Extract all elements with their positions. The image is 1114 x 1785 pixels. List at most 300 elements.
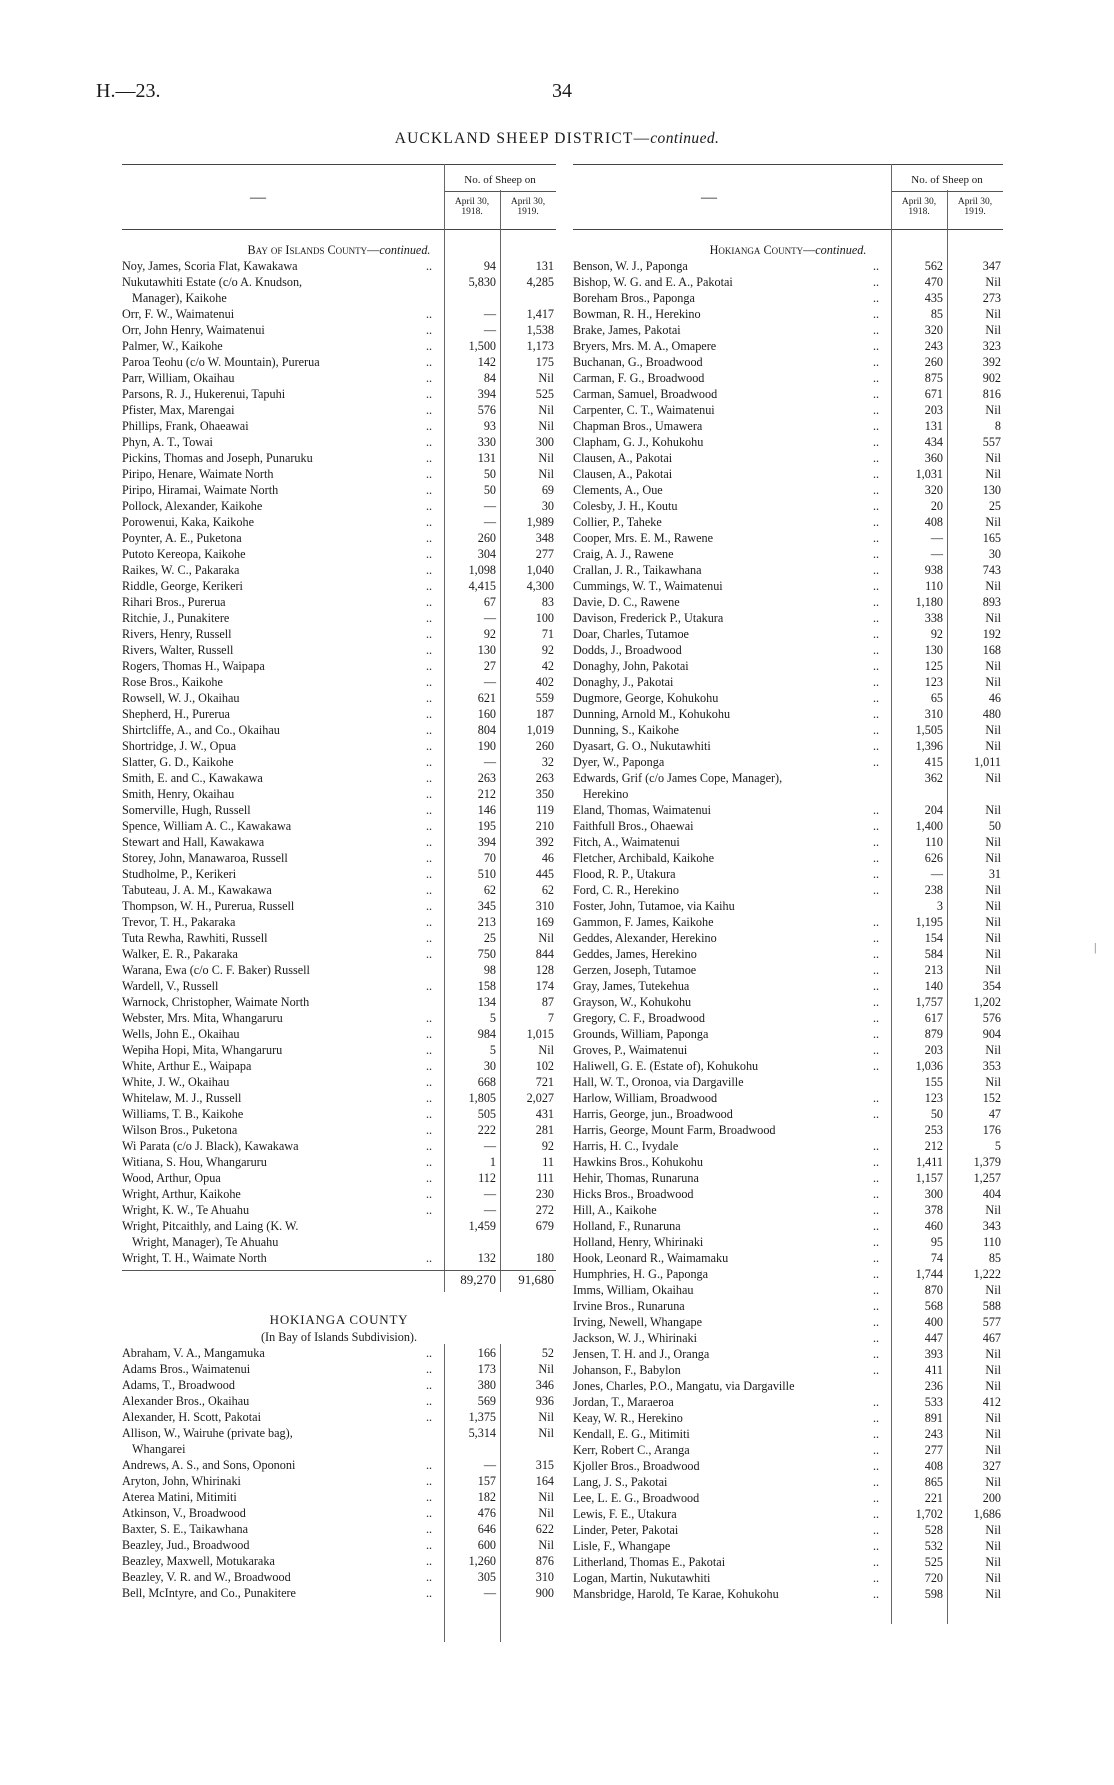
table-row <box>573 1234 1003 1250</box>
leader-dots: .. <box>873 403 880 417</box>
sheep-1918: 4,415 <box>468 579 496 593</box>
sheep-1919: 315 <box>535 1458 554 1472</box>
sheep-1918: 598 <box>924 1587 943 1601</box>
sheep-1918: 222 <box>477 1123 496 1137</box>
sheep-1918: 157 <box>477 1474 496 1488</box>
owner-name: Wood, Arthur, Opua <box>122 1171 221 1185</box>
sheep-1919: 310 <box>535 1570 554 1584</box>
sheep-1919: 4,300 <box>526 579 554 593</box>
page-title <box>0 130 1114 148</box>
sheep-1918: 92 <box>483 627 496 641</box>
sheep-1919: 900 <box>535 1586 554 1600</box>
sheep-1919: Nil <box>538 419 554 433</box>
table-row <box>122 1090 556 1106</box>
owner-name: Stewart and Hall, Kawakawa <box>122 835 265 849</box>
sheep-1919: 412 <box>982 1395 1001 1409</box>
left-column <box>122 164 556 1601</box>
sheep-1919: 431 <box>535 1107 554 1121</box>
table-row <box>122 898 556 914</box>
leader-dots: .. <box>873 1315 880 1329</box>
sheep-1918: 460 <box>924 1219 943 1233</box>
table-row <box>573 674 1003 690</box>
sheep-1919: Nil <box>985 1539 1001 1553</box>
table-row <box>573 818 1003 834</box>
sheep-1918: 600 <box>477 1538 496 1552</box>
owner-name: Warana, Ewa (c/o C. F. Baker) Russell <box>122 963 310 977</box>
owner-name: Gray, James, Tutekehua <box>573 979 690 993</box>
sheep-1918: 260 <box>924 355 943 369</box>
leader-dots: .. <box>873 1155 880 1169</box>
sheep-1919: 31 <box>988 867 1001 881</box>
leader-dots: .. <box>426 515 433 529</box>
table-row <box>122 1553 556 1569</box>
table-row <box>122 1058 556 1074</box>
leader-dots: .. <box>873 1363 880 1377</box>
table-row <box>573 1042 1003 1058</box>
sheep-1918: 1,744 <box>915 1267 943 1281</box>
table-row <box>122 834 556 850</box>
owner-name: Irving, Newell, Whangape <box>573 1315 703 1329</box>
owner-name: Bowman, R. H., Herekino <box>573 307 701 321</box>
owner-name: Webster, Mrs. Mita, Whangaruru <box>122 1011 283 1025</box>
owner-name: Beazley, V. R. and W., Broadwood <box>122 1570 291 1584</box>
sheep-1919: Nil <box>985 723 1001 737</box>
owner-name: Donaghy, John, Pakotai <box>573 659 689 673</box>
table-row <box>122 642 556 658</box>
sheep-1919: Nil <box>985 275 1001 289</box>
leader-dots: .. <box>873 1427 880 1441</box>
sheep-1919: 679 <box>535 1219 554 1233</box>
table-row <box>122 1074 556 1090</box>
owner-name: Eland, Thomas, Waimatenui <box>573 803 712 817</box>
table-row <box>122 594 556 610</box>
owner-name: Gerzen, Joseph, Tutamoe <box>573 963 697 977</box>
header-dash: — <box>701 189 717 206</box>
sheep-1918: 394 <box>477 835 496 849</box>
sheep-1918: 1,260 <box>468 1554 496 1568</box>
table-row <box>122 1186 556 1202</box>
sheep-1919: 165 <box>982 531 1001 545</box>
owner-name: Bishop, W. G. and E. A., Pakotai <box>573 275 733 289</box>
owner-name: Shortridge, J. W., Opua <box>122 739 237 753</box>
sheep-1918: 1,702 <box>915 1507 943 1521</box>
leader-dots: .. <box>873 1443 880 1457</box>
page-title-main: AUCKLAND SHEEP DISTRICT— <box>394 130 651 147</box>
owner-name: Gregory, C. F., Broadwood <box>573 1011 705 1025</box>
table-row <box>573 882 1003 898</box>
leader-dots: .. <box>873 1219 880 1233</box>
leader-dots: .. <box>426 979 433 993</box>
owner-name: Johanson, F., Babylon <box>573 1363 681 1377</box>
leader-dots: .. <box>873 1027 880 1041</box>
sheep-1919: 588 <box>982 1299 1001 1313</box>
leader-dots: .. <box>426 307 433 321</box>
table-row <box>573 1106 1003 1122</box>
table-row <box>573 754 1003 770</box>
sheep-1918: 95 <box>930 1235 943 1249</box>
leader-dots: .. <box>426 1394 433 1408</box>
table-row <box>122 450 556 466</box>
owner-name: Litherland, Thomas E., Pakotai <box>573 1555 726 1569</box>
sheep-1918: 93 <box>483 419 496 433</box>
leader-dots: .. <box>873 867 880 881</box>
leader-dots: .. <box>426 1458 433 1472</box>
table-row <box>122 434 556 450</box>
sheep-1918: — <box>483 1458 496 1472</box>
sheep-1919: 1,686 <box>973 1507 1001 1521</box>
sheep-1918: 243 <box>924 1427 943 1441</box>
page-code: H.—23. <box>96 80 161 102</box>
owner-name: Brake, James, Pakotai <box>573 323 681 337</box>
table-header-right <box>573 164 1003 230</box>
sheep-1918: 380 <box>477 1378 496 1392</box>
table-row <box>122 514 556 530</box>
leader-dots: .. <box>426 947 433 961</box>
sheep-1919: Nil <box>538 1410 554 1424</box>
owner-name: Storey, John, Manawaroa, Russell <box>122 851 288 865</box>
table-row <box>573 1090 1003 1106</box>
sheep-1919: 323 <box>982 339 1001 353</box>
owner-name: Harris, H. C., Ivydale <box>573 1139 679 1153</box>
sheep-1919: Nil <box>538 1506 554 1520</box>
owner-name: Whitelaw, M. J., Russell <box>122 1091 242 1105</box>
table-row <box>573 706 1003 722</box>
owner-name: Mansbridge, Harold, Te Karae, Kohukohu <box>573 1587 779 1601</box>
owner-name: Spence, William A. C., Kawakawa <box>122 819 292 833</box>
owner-name: Hall, W. T., Oronoa, via Dargaville <box>573 1075 744 1089</box>
table-row <box>122 338 556 354</box>
sheep-1919: 174 <box>535 979 554 993</box>
sheep-1919: Nil <box>985 1363 1001 1377</box>
owner-name: Logan, Martin, Nukutawhiti <box>573 1571 711 1585</box>
owner-name: Ritchie, J., Punakitere <box>122 611 230 625</box>
owner-name: Piripo, Henare, Waimate North <box>122 467 274 481</box>
owner-name: Davison, Frederick P., Utakura <box>573 611 724 625</box>
owner-name: Kerr, Robert C., Aranga <box>573 1443 690 1457</box>
sheep-1919: Nil <box>985 403 1001 417</box>
owner-name: Rivers, Henry, Russell <box>122 627 232 641</box>
sheep-1918: 30 <box>483 1059 496 1073</box>
sheep-1918: — <box>483 1187 496 1201</box>
owner-name: Putoto Kereopa, Kaikohe <box>122 547 246 561</box>
leader-dots: .. <box>426 595 433 609</box>
table-row <box>122 1409 556 1425</box>
sheep-1919: 1,011 <box>974 755 1001 769</box>
owner-name: Aryton, John, Whirinaki <box>122 1474 241 1488</box>
table-row <box>122 1122 556 1138</box>
leader-dots: .. <box>873 723 880 737</box>
leader-dots: .. <box>873 803 880 817</box>
sheep-1919: 152 <box>982 1091 1001 1105</box>
sheep-1919: 69 <box>541 483 554 497</box>
sheep-1918: — <box>483 1139 496 1153</box>
sheep-1919: 350 <box>535 787 554 801</box>
leader-dots: .. <box>426 1410 433 1424</box>
sheep-1918: 5 <box>489 1043 496 1057</box>
owner-name: Bell, McIntyre, and Co., Punakitere <box>122 1586 296 1600</box>
leader-dots: .. <box>426 355 433 369</box>
header-dash: — <box>250 189 266 206</box>
sheep-1918: 576 <box>477 403 496 417</box>
sheep-1919: 175 <box>535 355 554 369</box>
sheep-1919: 47 <box>988 1107 1001 1121</box>
table-row <box>573 1586 1003 1602</box>
sheep-1918: 85 <box>930 307 943 321</box>
sheep-1919: Nil <box>538 1043 554 1057</box>
owner-name-continued: Manager), Kaikohe <box>132 291 227 305</box>
sheep-1918: 1,757 <box>915 995 943 1009</box>
owner-name: Chapman Bros., Umawera <box>573 419 703 433</box>
table-row <box>122 274 556 290</box>
leader-dots: .. <box>426 387 433 401</box>
table-row <box>122 1042 556 1058</box>
sheep-1918: 204 <box>924 803 943 817</box>
leader-dots: .. <box>426 611 433 625</box>
sheep-1918: 173 <box>477 1362 496 1376</box>
leader-dots: .. <box>873 915 880 929</box>
sheep-1918: 1,805 <box>468 1091 496 1105</box>
leader-dots: .. <box>426 467 433 481</box>
sheep-1919: Nil <box>985 323 1001 337</box>
table-row <box>122 354 556 370</box>
section-heading <box>573 242 1003 258</box>
sheep-1919: 30 <box>988 547 1001 561</box>
owner-name: Dugmore, George, Kohukohu <box>573 691 719 705</box>
sheep-1919: 164 <box>535 1474 554 1488</box>
sheep-1918: 668 <box>477 1075 496 1089</box>
sheep-1918: 870 <box>924 1283 943 1297</box>
sheep-1919: 50 <box>988 819 1001 833</box>
leader-dots: .. <box>873 435 880 449</box>
owner-name: Baxter, S. E., Taikawhana <box>122 1522 249 1536</box>
sheep-1918: 132 <box>477 1251 496 1265</box>
table-row <box>573 946 1003 962</box>
sheep-1919: 187 <box>535 707 554 721</box>
sheep-1919: 92 <box>541 1139 554 1153</box>
sheep-1919: Nil <box>538 1362 554 1376</box>
sheep-1918: 330 <box>477 435 496 449</box>
sheep-1918: 182 <box>477 1490 496 1504</box>
sheep-1918: — <box>483 1586 496 1600</box>
sheep-1919: Nil <box>985 611 1001 625</box>
table-row <box>573 450 1003 466</box>
sheep-1918: 27 <box>483 659 496 673</box>
owner-name: Orr, F. W., Waimatenui <box>122 307 235 321</box>
table-row <box>573 850 1003 866</box>
table-row <box>573 978 1003 994</box>
table-row <box>573 658 1003 674</box>
sheep-1919: 102 <box>535 1059 554 1073</box>
leader-dots: .. <box>873 547 880 561</box>
sheep-1919: 2,027 <box>526 1091 554 1105</box>
table-row <box>122 658 556 674</box>
owner-name: Lewis, F. E., Utakura <box>573 1507 677 1521</box>
table-row <box>122 1218 556 1234</box>
leader-dots: .. <box>426 1378 433 1392</box>
owner-name: Harlow, William, Broadwood <box>573 1091 718 1105</box>
sheep-1919: Nil <box>985 1203 1001 1217</box>
table-row <box>573 1554 1003 1570</box>
owner-name: Dunning, S., Kaikohe <box>573 723 679 737</box>
owner-name: Alexander Bros., Okaihau <box>122 1394 250 1408</box>
sheep-1918: 533 <box>924 1395 943 1409</box>
sheep-1919: Nil <box>985 1043 1001 1057</box>
leader-dots: .. <box>873 1187 880 1201</box>
table-row <box>573 1474 1003 1490</box>
table-row <box>573 1282 1003 1298</box>
owner-name: Ford, C. R., Herekino <box>573 883 679 897</box>
sheep-1919: Nil <box>538 1490 554 1504</box>
table-row <box>573 258 1003 274</box>
owner-name: Wells, John E., Okaihau <box>122 1027 240 1041</box>
table-row <box>122 402 556 418</box>
table-row <box>122 802 556 818</box>
sheep-1919: 119 <box>536 803 554 817</box>
sheep-1919: 277 <box>535 547 554 561</box>
table-row <box>573 930 1003 946</box>
sheep-1918: 345 <box>477 899 496 913</box>
leader-dots: .. <box>873 819 880 833</box>
table-row <box>573 1010 1003 1026</box>
sheep-1918: 263 <box>477 771 496 785</box>
table-row <box>122 1377 556 1393</box>
table-row <box>122 1026 556 1042</box>
leader-dots: .. <box>873 307 880 321</box>
owner-name: Dodds, J., Broadwood <box>573 643 682 657</box>
sheep-1918: 160 <box>477 707 496 721</box>
sheep-1918: — <box>483 307 496 321</box>
sheep-1919: 346 <box>535 1378 554 1392</box>
leader-dots: .. <box>426 1522 433 1536</box>
leader-dots: .. <box>873 1347 880 1361</box>
leader-dots: .. <box>873 851 880 865</box>
sheep-1919: 131 <box>535 259 554 273</box>
sheep-1918: 253 <box>924 1123 943 1137</box>
owner-name: Fitch, A., Waimatenui <box>573 835 680 849</box>
leader-dots: .. <box>426 531 433 545</box>
sheep-1919: 168 <box>982 643 1001 657</box>
table-row <box>122 1345 556 1361</box>
table-row <box>122 258 556 274</box>
sheep-1919: 62 <box>541 883 554 897</box>
table-row <box>122 562 556 578</box>
sheep-1918: 400 <box>924 1315 943 1329</box>
leader-dots: .. <box>426 739 433 753</box>
leader-dots: .. <box>873 1251 880 1265</box>
owner-name: Shirtcliffe, A., and Co., Okaihau <box>122 723 280 737</box>
sheep-1918: 1,180 <box>915 595 943 609</box>
table-row <box>573 354 1003 370</box>
sheep-1918: 447 <box>924 1331 943 1345</box>
leader-dots: .. <box>426 899 433 913</box>
table-row <box>573 1202 1003 1218</box>
sheep-1919: Nil <box>985 1379 1001 1393</box>
leader-dots: .. <box>873 1267 880 1281</box>
sheep-1918: 408 <box>924 1459 943 1473</box>
owner-name: Holland, F., Runaruna <box>573 1219 681 1233</box>
leader-dots: .. <box>873 1043 880 1057</box>
owner-name: Abraham, V. A., Mangamuka <box>122 1346 265 1360</box>
table-row <box>122 1569 556 1585</box>
leader-dots: .. <box>873 883 880 897</box>
sheep-1919: 273 <box>982 291 1001 305</box>
leader-dots: .. <box>426 1107 433 1121</box>
table-row <box>122 786 556 802</box>
sheep-1918: 750 <box>477 947 496 961</box>
sheep-1918: 891 <box>924 1411 943 1425</box>
sheep-1919: 577 <box>982 1315 1001 1329</box>
leader-dots: .. <box>873 1011 880 1025</box>
leader-dots: .. <box>873 627 880 641</box>
owner-name: Hawkins Bros., Kohukohu <box>573 1155 703 1169</box>
sheep-1918: 238 <box>924 883 943 897</box>
leader-dots: .. <box>873 1091 880 1105</box>
leader-dots: .. <box>426 435 433 449</box>
sheep-1919: Nil <box>985 963 1001 977</box>
table-row <box>122 674 556 690</box>
sheep-1918: — <box>930 867 943 881</box>
owner-name: Dyasart, G. O., Nukutawhiti <box>573 739 711 753</box>
sheep-1918: 146 <box>477 803 496 817</box>
owner-name: Tabuteau, J. A. M., Kawakawa <box>122 883 272 897</box>
sheep-1919: 392 <box>982 355 1001 369</box>
table-row <box>122 818 556 834</box>
sheep-1918: 879 <box>924 1027 943 1041</box>
hokianga-subheading: (In Bay of Islands Subdivision). <box>260 1330 418 1344</box>
leader-dots: .. <box>873 1139 880 1153</box>
sheep-1919: 5 <box>994 1139 1001 1153</box>
sheep-1918: 525 <box>924 1555 943 1569</box>
table-row <box>573 690 1003 706</box>
sheep-1919: 230 <box>535 1187 554 1201</box>
sheep-1918: 415 <box>924 755 943 769</box>
sheep-1919: 721 <box>535 1075 554 1089</box>
leader-dots: .. <box>426 1490 433 1504</box>
sheep-1918: 92 <box>930 627 943 641</box>
owner-name: Wepiha Hopi, Mita, Whangaruru <box>122 1043 283 1057</box>
leader-dots: .. <box>873 979 880 993</box>
table-row <box>122 1505 556 1521</box>
sheep-1918: 50 <box>483 467 496 481</box>
table-row <box>573 834 1003 850</box>
sheep-1919: Nil <box>985 803 1001 817</box>
sheep-1918: 134 <box>477 995 496 1009</box>
sheep-1919: 902 <box>982 371 1001 385</box>
owner-name: Collier, P., Taheke <box>573 515 662 529</box>
sheep-1919: 936 <box>535 1394 554 1408</box>
sheep-1919: Nil <box>985 1523 1001 1537</box>
sheep-1919: 30 <box>541 499 554 513</box>
sheep-1918: 584 <box>924 947 943 961</box>
leader-dots: .. <box>873 531 880 545</box>
leader-dots: .. <box>426 419 433 433</box>
table-row <box>122 930 556 946</box>
leader-dots: .. <box>873 259 880 273</box>
table-row <box>573 1074 1003 1090</box>
owner-name: Carman, Samuel, Broadwood <box>573 387 718 401</box>
leader-dots: .. <box>873 1299 880 1313</box>
owner-name: Adams, T., Broadwood <box>122 1378 235 1392</box>
sheep-1918: 221 <box>924 1491 943 1505</box>
leader-dots: .. <box>873 355 880 369</box>
owner-name: Wright, K. W., Te Ahuahu <box>122 1203 250 1217</box>
table-row <box>122 370 556 386</box>
leader-dots: .. <box>873 1491 880 1505</box>
table-row <box>122 850 556 866</box>
leader-dots: .. <box>426 691 433 705</box>
owner-name: Paroa Teohu (c/o W. Mountain), Purerua <box>122 355 320 369</box>
sheep-1918: 1,505 <box>915 723 943 737</box>
